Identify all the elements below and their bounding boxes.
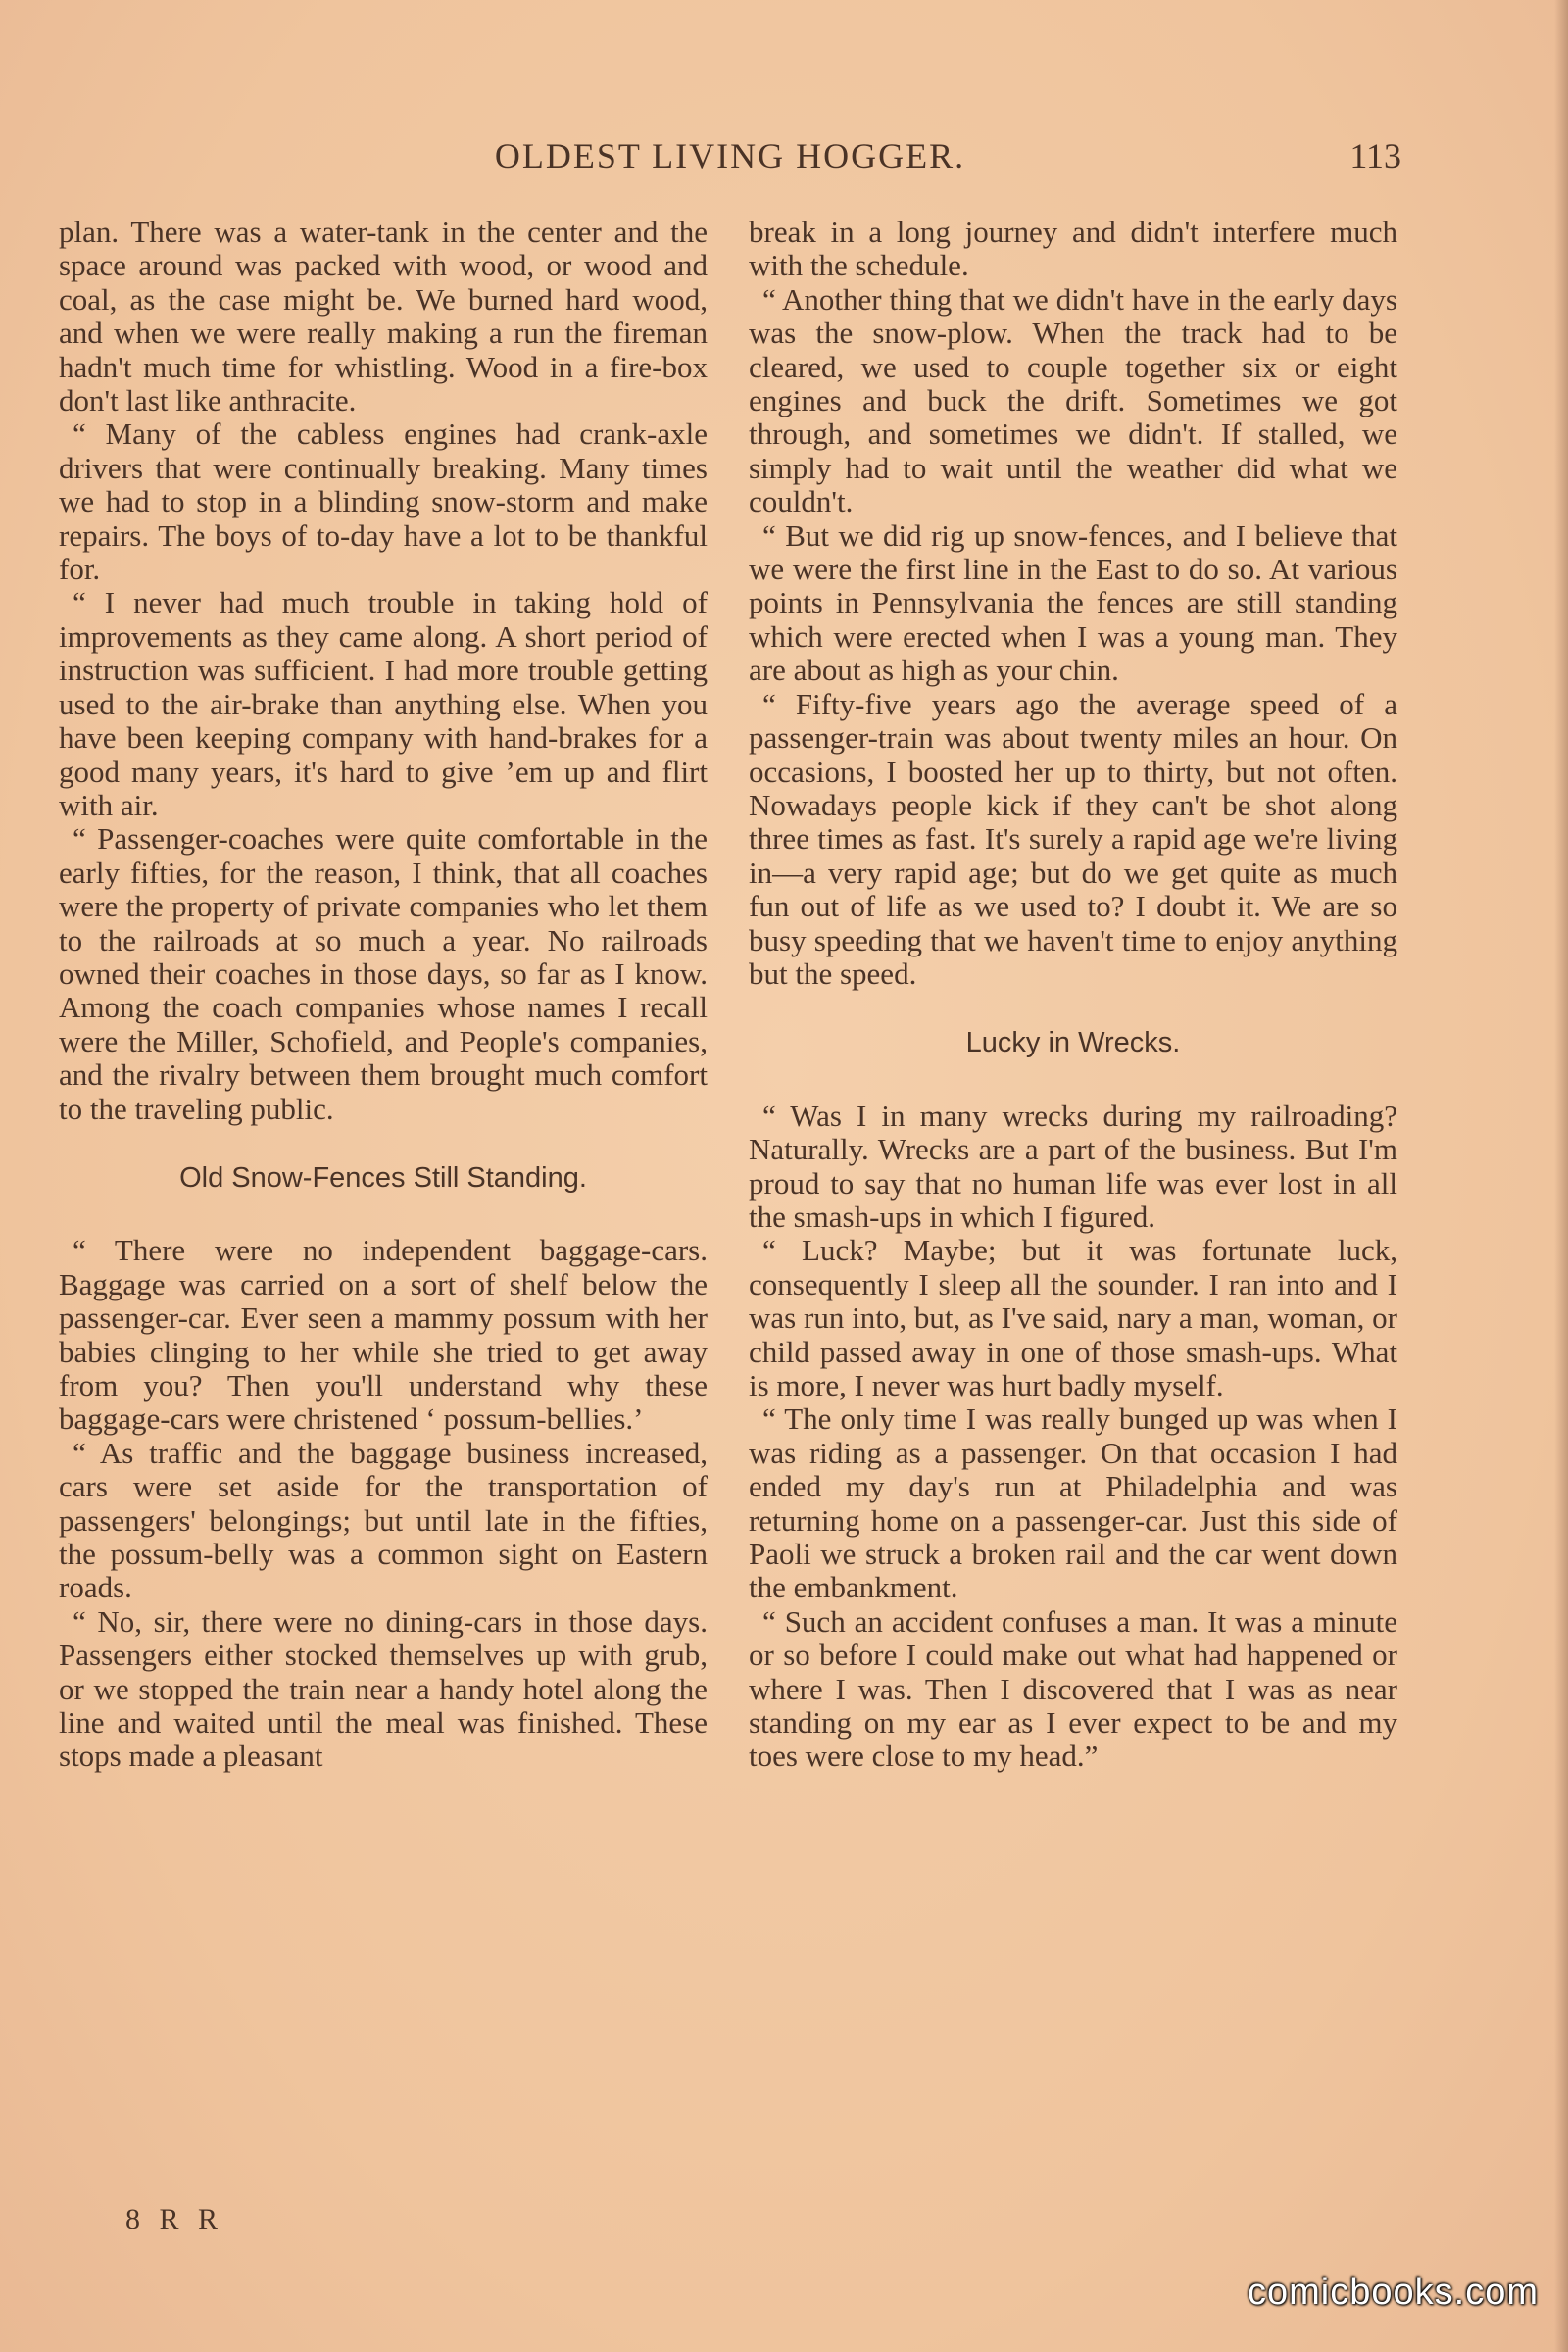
paragraph: “ Such an accident confuses a man. It was a minute or so before I could make out what had happened or where I was. Then I discovered that I was as near standing on my ear as I ever expect to be and my toes were close to my head.” [749,1603,1397,1774]
section-subheading: Old Snow-Fences Still Standing. [179,1161,587,1194]
signature-mark: 8 R R [125,2203,224,2235]
section-subheading: Lucky in Wrecks. [965,1027,1181,1059]
paragraph: “ There were no independent baggage-cars. Baggage was carried on a sort of shelf below the passenger-car. Ever seen a mammy possum with her babies clinging to her while she tried to get away from you? Then you'll understand why these baggage-cars were christened ‘ possum-bellies.’ [59,1233,708,1437]
paragraph: “ As traffic and the baggage business increased, cars were set aside for the transportation of passengers' belongings; but until late in the fifties, the possum-belly was a common sight on Eastern roads. [59,1435,708,1605]
paragraph: “ Was I in many wrecks during my railroading? Naturally. Wrecks are a part of the business. But I'm proud to say that no human life was ever lost in all the smash-ups in which I figured. [749,1098,1397,1234]
paragraph: “ Fifty-five years ago the average speed of a passenger-train was about twenty miles an hour. On occasions, I boosted her up to thirty, but not often. Nowadays people kick if they can't be shot along three times as fast. It's surely a rapid age we're living in—a very rapid age; but do we get quite as much fun out of life as we used to? I doubt it. We are so busy speeding that we haven't time to enjoy anything but the speed. [749,686,1397,991]
left-column [59,216,708,1774]
paragraph: “ No, sir, there were no dining-cars in those days. Passengers either stocked themselves up with grub, or we stopped the train near a handy hotel along the line and waited until the meal was finished. These stops made a pleasant [59,1603,708,1774]
paragraph: “ Another thing that we didn't have in the early days was the snow-plow. When the track had to be cleared, we used to couple together six or eight engines and buck the drift. Sometimes we got through, and sometimes we didn't. If stalled, we simply had to wait until the weather did what we couldn't. [749,281,1397,519]
paragraph: “ But we did rig up snow-fences, and I believe that we were the first line in the East to do so. At various points in Pennsylvania the fences are still standing which were erected when I was a young man. They are about as high as your chin. [749,517,1397,688]
paragraph: “ Many of the cabless engines had crank-axle drivers that were continually breaking. Many times we had to stop in a blinding snow-storm and make repairs. The boys of to-day have a lot to be thankful for. [59,416,708,587]
paragraph: “ Passenger-coaches were quite comfortable in the early fifties, for the reason, I think, that all coaches were the property of private companies who let them to the railroads at so much a year. No railroads owned their coaches in those days, so far as I know. Among the coach companies whose names I recall were the Miller, Schofield, and People's companies, and the rivalry between them brought much comfort to the traveling public. [59,821,708,1126]
page-edge-shadow [1554,0,1568,2352]
page-number: 113 [1349,136,1401,175]
paragraph: break in a long journey and didn't interfere much with the schedule. [749,215,1397,283]
right-column [749,216,1397,1774]
paragraph: “ The only time I was really bunged up was when I was riding as a passenger. On that occasion I had ended my day's run at Philadelphia and was returning home on a passenger-car. Just this side of Paoli we struck a broken rail and the car went down the embankment. [749,1401,1397,1605]
paragraph: “ Luck? Maybe; but it was fortunate luck, consequently I sleep all the sounder. I ran into and I was run into, but, as I've said, nary a man, woman, or child passed away in one of those smash-ups. What is more, I never was hurt badly myself. [749,1233,1397,1402]
site-watermark: comicbooks.com [1248,2272,1539,2313]
running-header [59,135,1401,178]
running-title: OLDEST LIVING HOGGER. [494,136,966,175]
paragraph: plan. There was a water-tank in the center and the space around was packed with wood, or wood and coal, as the case might be. We burned hard wood, and when we were really making a run the fireman hadn't much time for whistling. Wood in a fire-box don't last like anthracite. [59,215,708,418]
paragraph: “ I never had much trouble in taking hold of improvements as they came along. A short period of instruction was sufficient. I had more trouble getting used to the air-brake than anything else. When you have been keeping company with hand-brakes for a good many years, it's hard to give ’em up and flirt with air. [59,585,708,822]
